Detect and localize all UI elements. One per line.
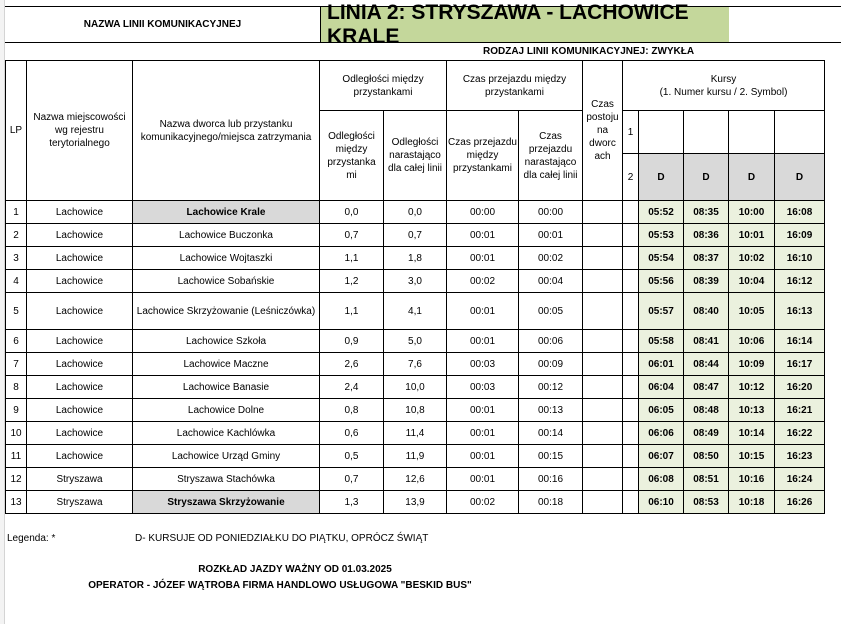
table-row	[6, 201, 825, 224]
departure-time: 08:53	[684, 491, 729, 514]
row-lp: 4	[6, 270, 27, 293]
row-stop-time	[583, 491, 623, 514]
departure-time: 10:15	[729, 445, 775, 468]
departure-time: 16:23	[775, 445, 825, 468]
row-place: Lachowice	[27, 293, 133, 330]
row-distance-cumulative: 0,0	[384, 201, 447, 224]
departure-time: 10:12	[729, 376, 775, 399]
row-lp: 8	[6, 376, 27, 399]
row-stop: Lachowice Szkoła	[133, 330, 320, 353]
row-stop: Lachowice Krale	[133, 201, 320, 224]
row-time-cumulative: 00:04	[519, 270, 583, 293]
row-stop-time	[583, 468, 623, 491]
col-header-place: Nazwa miejscowości wg rejestru terytorialnego	[27, 61, 133, 201]
row-time-cumulative: 00:01	[519, 224, 583, 247]
col-header-courses	[623, 61, 825, 111]
departure-time: 16:09	[775, 224, 825, 247]
line-type: RODZAJ LINII KOMUNIKACYJNEJ: ZWYKŁA	[483, 46, 695, 57]
row-time: 00:01	[447, 330, 519, 353]
row-time-cumulative: 00:12	[519, 376, 583, 399]
row-index-spacer	[623, 224, 639, 247]
row-place: Lachowice	[27, 445, 133, 468]
row-index-spacer	[623, 293, 639, 330]
departure-time: 10:18	[729, 491, 775, 514]
col-header-time-between: Czas przejazdu między przystankami	[447, 111, 519, 201]
row-stop: Lachowice Skrzyżowanie (Leśniczówka)	[133, 293, 320, 330]
row-place: Lachowice	[27, 224, 133, 247]
departure-time: 16:22	[775, 422, 825, 445]
row-distance: 1,2	[320, 270, 384, 293]
row-distance: 0,5	[320, 445, 384, 468]
row-distance-cumulative: 10,0	[384, 376, 447, 399]
departure-time: 06:01	[639, 353, 684, 376]
table-row	[6, 270, 825, 293]
course-number	[639, 111, 684, 154]
legend-label: Legenda: *	[7, 533, 56, 544]
row-stop-time	[583, 270, 623, 293]
row-index-spacer	[623, 353, 639, 376]
table-row	[6, 293, 825, 330]
table-row	[6, 491, 825, 514]
row-distance: 2,4	[320, 376, 384, 399]
departure-time: 05:54	[639, 247, 684, 270]
departure-time: 10:14	[729, 422, 775, 445]
line-title: LINIA 2: STRYSZAWA - LACHOWICE KRALE	[320, 7, 729, 42]
col-header-dist-between: Odległości między przystanka mi	[320, 111, 384, 201]
table-row	[6, 468, 825, 491]
departure-time: 06:04	[639, 376, 684, 399]
departure-time: 16:24	[775, 468, 825, 491]
row-stop-time	[583, 201, 623, 224]
table-row	[6, 330, 825, 353]
row-stop-time	[583, 422, 623, 445]
row-distance-cumulative: 3,0	[384, 270, 447, 293]
row-place: Lachowice	[27, 399, 133, 422]
departure-time: 16:14	[775, 330, 825, 353]
departure-time: 05:52	[639, 201, 684, 224]
row-stop-time	[583, 293, 623, 330]
row-time: 00:01	[447, 399, 519, 422]
row-index-spacer	[623, 468, 639, 491]
departure-time: 10:02	[729, 247, 775, 270]
departure-time: 16:10	[775, 247, 825, 270]
table-row	[6, 353, 825, 376]
row-distance: 0,6	[320, 422, 384, 445]
row-index-spacer	[623, 445, 639, 468]
row-distance: 0,7	[320, 468, 384, 491]
table-row	[6, 399, 825, 422]
departure-time: 08:39	[684, 270, 729, 293]
row-time-cumulative: 00:16	[519, 468, 583, 491]
row-place: Lachowice	[27, 376, 133, 399]
departure-time: 08:44	[684, 353, 729, 376]
row-distance: 1,1	[320, 247, 384, 270]
row-index-spacer	[623, 422, 639, 445]
departure-time: 08:41	[684, 330, 729, 353]
departure-time: 10:09	[729, 353, 775, 376]
row-stop: Lachowice Urząd Gminy	[133, 445, 320, 468]
timetable	[5, 60, 825, 514]
row-time-cumulative: 00:09	[519, 353, 583, 376]
col-header-time-cumulative: Czas przejazdu narastająco dla całej linii	[519, 111, 583, 201]
departure-time: 08:50	[684, 445, 729, 468]
course-symbol: D	[729, 154, 775, 201]
departure-time: 10:01	[729, 224, 775, 247]
departure-time: 10:13	[729, 399, 775, 422]
row-distance: 2,6	[320, 353, 384, 376]
departure-time: 10:16	[729, 468, 775, 491]
course-number	[775, 111, 825, 154]
departure-time: 16:12	[775, 270, 825, 293]
row-place: Lachowice	[27, 247, 133, 270]
row-stop: Lachowice Wojtaszki	[133, 247, 320, 270]
row-distance: 0,8	[320, 399, 384, 422]
row-time: 00:01	[447, 224, 519, 247]
departure-time: 08:51	[684, 468, 729, 491]
row-distance-cumulative: 11,9	[384, 445, 447, 468]
title-row	[5, 0, 841, 48]
courses-title: Kursy	[710, 73, 737, 85]
row-distance-cumulative: 11,4	[384, 422, 447, 445]
departure-time: 06:08	[639, 468, 684, 491]
row-time-cumulative: 00:14	[519, 422, 583, 445]
row-distance-cumulative: 13,9	[384, 491, 447, 514]
course-symbol: D	[639, 154, 684, 201]
col-header-lp: LP	[6, 61, 27, 201]
row-distance: 0,7	[320, 224, 384, 247]
row-lp: 6	[6, 330, 27, 353]
row-stop: Lachowice Kachlówka	[133, 422, 320, 445]
departure-time: 16:08	[775, 201, 825, 224]
row-stop: Lachowice Dolne	[133, 399, 320, 422]
col-header-stop-time: Czas postoju na dworc ach	[583, 61, 623, 201]
row-time: 00:03	[447, 353, 519, 376]
line-name-label: NAZWA LINII KOMUNIKACYJNEJ	[83, 19, 242, 30]
departure-time: 05:58	[639, 330, 684, 353]
departure-time: 10:06	[729, 330, 775, 353]
course-symbol: D	[775, 154, 825, 201]
row-distance: 1,3	[320, 491, 384, 514]
row-index-spacer	[623, 201, 639, 224]
row-time-cumulative: 00:15	[519, 445, 583, 468]
row-distance-cumulative: 0,7	[384, 224, 447, 247]
departure-time: 16:17	[775, 353, 825, 376]
table-row	[6, 445, 825, 468]
row-lp: 12	[6, 468, 27, 491]
departure-time: 08:47	[684, 376, 729, 399]
departure-time: 16:21	[775, 399, 825, 422]
departure-time: 08:49	[684, 422, 729, 445]
row-distance: 1,1	[320, 293, 384, 330]
row-stop-time	[583, 353, 623, 376]
row-stop-time	[583, 330, 623, 353]
course-number-index: 1	[623, 111, 639, 154]
departure-time: 10:04	[729, 270, 775, 293]
table-row	[6, 224, 825, 247]
departure-time: 16:13	[775, 293, 825, 330]
row-distance-cumulative: 4,1	[384, 293, 447, 330]
row-time: 00:01	[447, 445, 519, 468]
departure-time: 08:37	[684, 247, 729, 270]
row-lp: 3	[6, 247, 27, 270]
table-row	[6, 247, 825, 270]
departure-time: 16:26	[775, 491, 825, 514]
row-distance: 0,0	[320, 201, 384, 224]
row-time: 00:02	[447, 491, 519, 514]
row-stop: Lachowice Buczonka	[133, 224, 320, 247]
row-index-spacer	[623, 376, 639, 399]
row-distance-cumulative: 5,0	[384, 330, 447, 353]
row-time: 00:01	[447, 293, 519, 330]
row-time-cumulative: 00:05	[519, 293, 583, 330]
row-lp: 1	[6, 201, 27, 224]
row-stop-time	[583, 399, 623, 422]
row-place: Lachowice	[27, 201, 133, 224]
row-distance-cumulative: 10,8	[384, 399, 447, 422]
departure-time: 08:35	[684, 201, 729, 224]
row-stop: Lachowice Maczne	[133, 353, 320, 376]
row-stop-time	[583, 445, 623, 468]
departure-time: 08:36	[684, 224, 729, 247]
row-index-spacer	[623, 330, 639, 353]
row-stop-time	[583, 247, 623, 270]
row-time-cumulative: 00:06	[519, 330, 583, 353]
row-lp: 13	[6, 491, 27, 514]
departure-time: 10:05	[729, 293, 775, 330]
row-place: Stryszawa	[27, 491, 133, 514]
row-lp: 7	[6, 353, 27, 376]
row-stop-time	[583, 224, 623, 247]
row-lp: 9	[6, 399, 27, 422]
course-symbol: D	[684, 154, 729, 201]
row-distance-cumulative: 12,6	[384, 468, 447, 491]
departure-time: 05:56	[639, 270, 684, 293]
departure-time: 06:07	[639, 445, 684, 468]
table-row	[6, 422, 825, 445]
departure-time: 06:10	[639, 491, 684, 514]
departure-time: 08:40	[684, 293, 729, 330]
course-number	[729, 111, 775, 154]
col-header-stop: Nazwa dworca lub przystanku komunikacyjnego/miejsca zatrzymania	[133, 61, 320, 201]
courses-subtitle: (1. Numer kursu / 2. Symbol)	[659, 86, 788, 98]
row-time-cumulative: 00:02	[519, 247, 583, 270]
departure-time: 06:05	[639, 399, 684, 422]
col-header-dist-cumulative: Odległości narastająco dla całej linii	[384, 111, 447, 201]
departure-time: 08:48	[684, 399, 729, 422]
course-symbol-index: 2	[623, 154, 639, 201]
row-time-cumulative: 00:13	[519, 399, 583, 422]
departure-time: 16:20	[775, 376, 825, 399]
row-lp: 2	[6, 224, 27, 247]
row-stop: Lachowice Banasie	[133, 376, 320, 399]
valid-from: ROZKŁAD JAZDY WAŻNY OD 01.03.2025	[198, 564, 392, 575]
operator: OPERATOR - JÓZEF WĄTROBA FIRMA HANDLOWO USŁUGOWA "BESKID BUS"	[88, 580, 472, 591]
row-place: Lachowice	[27, 270, 133, 293]
row-place: Lachowice	[27, 422, 133, 445]
row-time-cumulative: 00:18	[519, 491, 583, 514]
row-stop: Stryszawa Stachówka	[133, 468, 320, 491]
departure-time: 05:57	[639, 293, 684, 330]
row-distance: 0,9	[320, 330, 384, 353]
row-time: 00:00	[447, 201, 519, 224]
col-header-times: Czas przejazdu między przystankami	[447, 61, 583, 111]
row-time: 00:03	[447, 376, 519, 399]
row-index-spacer	[623, 491, 639, 514]
row-lp: 10	[6, 422, 27, 445]
row-distance-cumulative: 1,8	[384, 247, 447, 270]
row-distance-cumulative: 7,6	[384, 353, 447, 376]
course-number	[684, 111, 729, 154]
row-lp: 5	[6, 293, 27, 330]
row-place: Lachowice	[27, 353, 133, 376]
departure-time: 10:00	[729, 201, 775, 224]
row-time: 00:02	[447, 270, 519, 293]
row-time-cumulative: 00:00	[519, 201, 583, 224]
legend-text: D- KURSUJE OD PONIEDZIAŁKU DO PIĄTKU, OPRÓCZ ŚWIĄT	[135, 533, 429, 544]
row-stop: Stryszawa Skrzyżowanie	[133, 491, 320, 514]
row-index-spacer	[623, 247, 639, 270]
row-time: 00:01	[447, 468, 519, 491]
row-time: 00:01	[447, 422, 519, 445]
row-lp: 11	[6, 445, 27, 468]
row-place: Stryszawa	[27, 468, 133, 491]
departure-time: 06:06	[639, 422, 684, 445]
row-stop-time	[583, 376, 623, 399]
table-row	[6, 376, 825, 399]
row-stop: Lachowice Sobańskie	[133, 270, 320, 293]
row-place: Lachowice	[27, 330, 133, 353]
row-index-spacer	[623, 399, 639, 422]
col-header-distances: Odległości między przystankami	[320, 61, 447, 111]
row-index-spacer	[623, 270, 639, 293]
departure-time: 05:53	[639, 224, 684, 247]
row-time: 00:01	[447, 247, 519, 270]
